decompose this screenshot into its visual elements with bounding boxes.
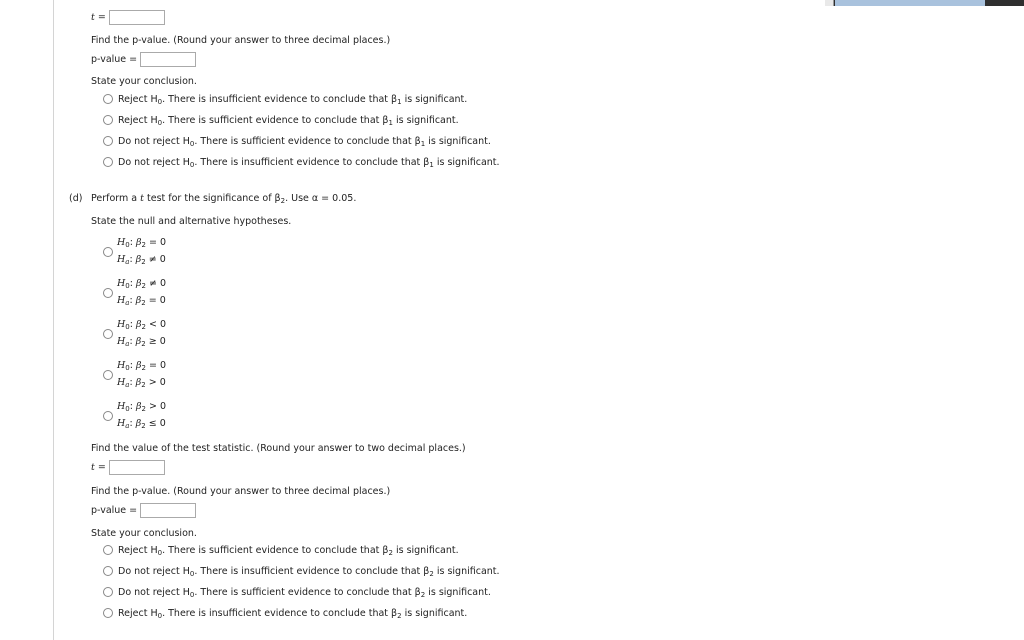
- toolbar-tab[interactable]: [825, 0, 834, 6]
- ha-line: $H_a$: $\beta_2 > 0$: [117, 377, 166, 389]
- radio-button[interactable]: [103, 587, 113, 597]
- pvalue-label: p-value =: [91, 54, 138, 65]
- top-toolbar: [825, 0, 1024, 6]
- part-d-prompt: Perform a t test for the significance of $\beta_2$. Use α = 0.05.: [91, 193, 357, 205]
- radio-button[interactable]: [103, 136, 113, 146]
- h0-line: $H_0$: $\beta_2 = 0$: [117, 360, 167, 372]
- radio-button[interactable]: [103, 370, 113, 380]
- h0-line: $H_0$: $\beta_2 \ne 0$: [117, 278, 167, 290]
- hypotheses-prompt: State the null and alternative hypotheses.: [91, 216, 292, 227]
- d-option-2[interactable]: Do not reject $H_0$. There is insufficient evidence to conclude that $\beta_2$ is significant.: [103, 566, 500, 577]
- top-option-2[interactable]: Reject $H_0$. There is sufficient evidence to conclude that $\beta_1$ is significant.: [103, 115, 459, 126]
- top-t-input[interactable]: [109, 10, 165, 25]
- radio-button[interactable]: [103, 566, 113, 576]
- ha-line: $H_a$: $\beta_2 \ne 0$: [117, 254, 166, 266]
- part-d-label: (d): [69, 193, 83, 204]
- ha-line: $H_a$: $\beta_2 = 0$: [117, 295, 166, 307]
- d-pvalue-prompt: Find the p-value. (Round your answer to three decimal places.): [91, 486, 391, 497]
- test-statistic-prompt: Find the value of the test statistic. (Round your answer to two decimal places.): [91, 443, 466, 454]
- d-option-1[interactable]: Reject $H_0$. There is sufficient evidence to conclude that $\beta_2$ is significant.: [103, 545, 459, 556]
- left-border: [53, 0, 54, 640]
- d-t-input[interactable]: [109, 460, 165, 475]
- pvalue-label: p-value =: [91, 505, 138, 516]
- d-pvalue-input[interactable]: [140, 503, 196, 518]
- ha-line: $H_a$: $\beta_2 \ge 0$: [117, 336, 166, 348]
- radio-button[interactable]: [103, 247, 113, 257]
- radio-button[interactable]: [103, 115, 113, 125]
- top-pvalue-prompt: Find the p-value. (Round your answer to three decimal places.): [91, 35, 391, 46]
- t-label: t =: [91, 12, 106, 23]
- top-option-1[interactable]: Reject $H_0$. There is insufficient evidence to conclude that $\beta_1$ is significant.: [103, 94, 467, 105]
- d-t-row: [91, 460, 165, 475]
- d-conclusion-prompt: State your conclusion.: [91, 528, 197, 539]
- top-option-4[interactable]: Do not reject $H_0$. There is insufficient evidence to conclude that $\beta_1$ is significant.: [103, 157, 500, 168]
- radio-button[interactable]: [103, 545, 113, 555]
- radio-button[interactable]: [103, 157, 113, 167]
- radio-button[interactable]: [103, 608, 113, 618]
- radio-button[interactable]: [103, 329, 113, 339]
- top-conclusion-prompt: State your conclusion.: [91, 76, 197, 87]
- radio-button[interactable]: [103, 94, 113, 104]
- top-pvalue-input[interactable]: [140, 52, 196, 67]
- d-pvalue-row: [91, 503, 196, 518]
- top-pvalue-row: [91, 52, 196, 67]
- top-t-row: [91, 10, 165, 25]
- d-option-3[interactable]: Do not reject $H_0$. There is sufficient evidence to conclude that $\beta_2$ is significant.: [103, 587, 491, 598]
- h0-line: $H_0$: $\beta_2 = 0$: [117, 237, 167, 249]
- d-option-4[interactable]: Reject $H_0$. There is insufficient evidence to conclude that $\beta_2$ is significant.: [103, 608, 467, 619]
- h0-line: $H_0$: $\beta_2 < 0$: [117, 319, 167, 331]
- radio-button[interactable]: [103, 411, 113, 421]
- toolbar-bar: [835, 0, 985, 6]
- ha-line: $H_a$: $\beta_2 \le 0$: [117, 418, 166, 430]
- top-option-3[interactable]: Do not reject $H_0$. There is sufficient evidence to conclude that $\beta_1$ is significant.: [103, 136, 491, 147]
- h0-line: $H_0$: $\beta_2 > 0$: [117, 401, 167, 413]
- radio-button[interactable]: [103, 288, 113, 298]
- t-label: t =: [91, 462, 106, 473]
